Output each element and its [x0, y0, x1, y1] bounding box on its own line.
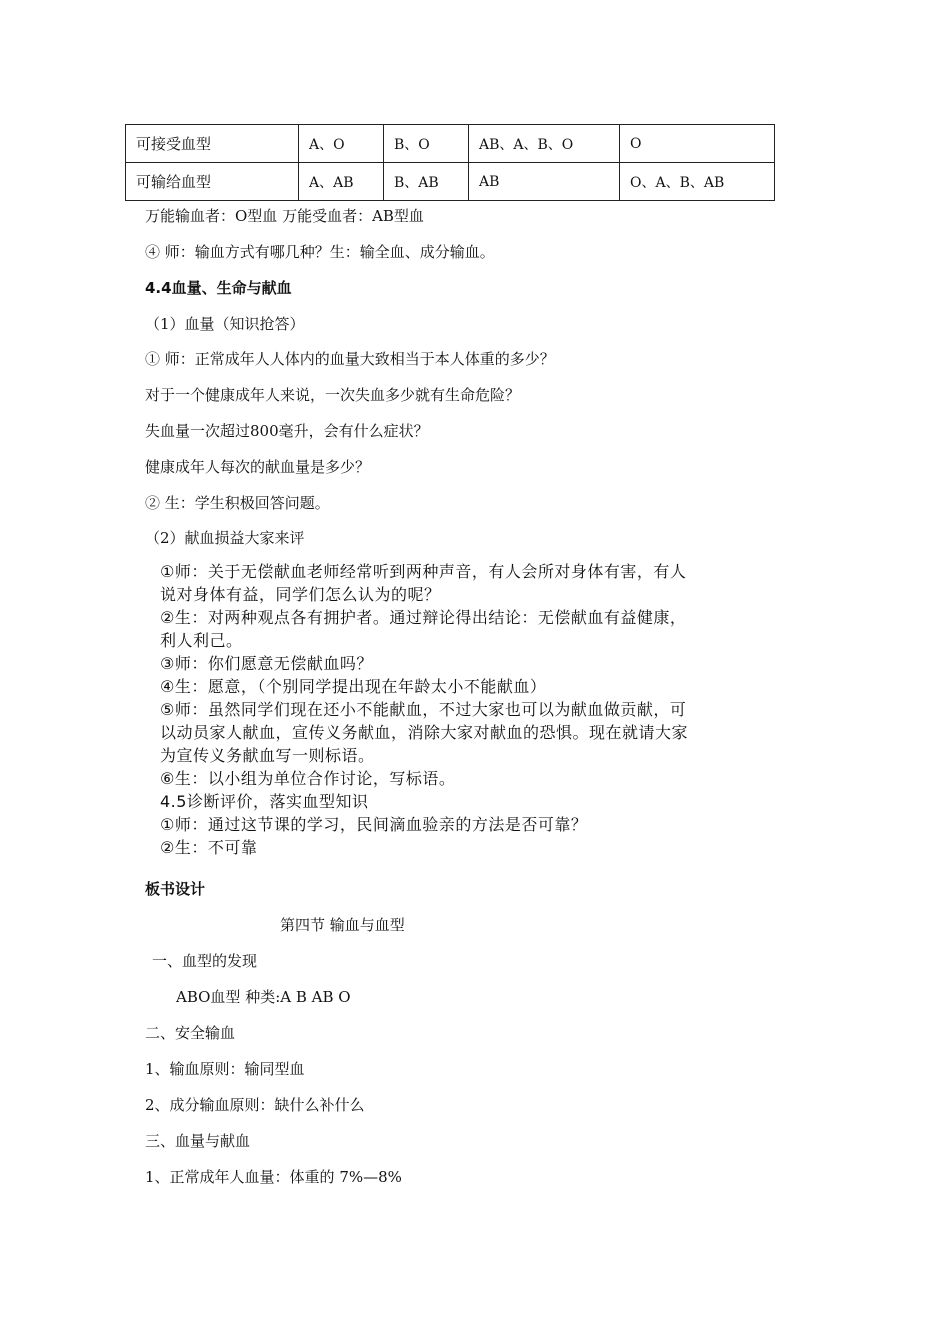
- section-heading: 4.4血量、生命与献血: [145, 279, 292, 297]
- dialogue-line: 为宣传义务献血写一则标语。: [160, 746, 375, 765]
- table-cell: B、O: [384, 125, 469, 163]
- question-line: 健康成年人每次的献血量是多少？: [145, 458, 371, 476]
- question-line: 失血量一次超过800毫升，会有什么症状？: [145, 422, 429, 440]
- table-cell: 可输给血型: [126, 163, 299, 201]
- dialogue-line: ①师：通过这节课的学习，民间滴血验亲的方法是否可靠？: [160, 815, 588, 834]
- table-row: [126, 163, 775, 201]
- board-line: ABO血型 种类:A B AB O: [176, 988, 351, 1006]
- question-line: ① 师：正常成年人人体内的血量大致相当于本人体重的多少？: [145, 350, 555, 368]
- board-design-heading: 板书设计: [145, 880, 206, 898]
- question-line: 对于一个健康成年人来说，一次失血多少就有生命危险？: [145, 386, 521, 404]
- dialogue-line: ②生：对两种观点各有拥护者。通过辩论得出结论：无偿献血有益健康，: [160, 608, 687, 627]
- dialogue-line: 说对身体有益，同学们怎么认为的呢？: [160, 585, 441, 604]
- board-line: 一、血型的发现: [152, 952, 258, 970]
- question-line: ④ 师：输血方式有哪几种？生：输全血、成分输血。: [145, 243, 495, 261]
- subsection-heading: （1）血量（知识抢答）: [145, 315, 305, 333]
- dialogue-line: ③师：你们愿意无偿献血吗？: [160, 654, 373, 673]
- universal-donor-line: 万能输血者：O型血 万能受血者：AB型血: [145, 207, 424, 225]
- board-line: 三、血量与献血: [145, 1132, 251, 1150]
- dialogue-line: 以动员家人献血，宣传义务献血，消除大家对献血的恐惧。现在就请大家: [160, 723, 689, 742]
- dialogue-line: ②生：不可靠: [160, 838, 258, 857]
- table-cell: 可接受血型: [126, 125, 299, 163]
- table-cell: B、AB: [384, 163, 469, 201]
- board-title: 第四节 输血与血型: [280, 916, 405, 934]
- dialogue-line: ⑤师：虽然同学们现在还小不能献血，不过大家也可以为献血做贡献，可: [160, 700, 687, 719]
- blood-type-table: [125, 124, 775, 201]
- board-line: 1、输血原则：输同型血: [145, 1060, 305, 1078]
- table-row: [126, 125, 775, 163]
- table-cell: AB: [469, 163, 620, 201]
- dialogue-line: 利人利己。: [160, 631, 243, 650]
- board-line: 1、正常成年人血量：体重的 7%—8%: [145, 1168, 402, 1186]
- subsection-heading: （2）献血损益大家来评: [145, 529, 305, 547]
- table-cell: AB、A、B、O: [469, 125, 620, 163]
- dialogue-line: ①师：关于无偿献血老师经常听到两种声音，有人会所对身体有害，有人: [160, 562, 687, 581]
- dialogue-block: [160, 560, 770, 859]
- board-line: 二、安全输血: [145, 1024, 236, 1042]
- table-cell: O: [620, 125, 775, 163]
- dialogue-line: ④生：愿意，（个别同学提出现在年龄太小不能献血）: [160, 677, 547, 696]
- dialogue-line: 4.5诊断评价，落实血型知识: [160, 792, 369, 811]
- table-cell: O、A、B、AB: [620, 163, 775, 201]
- table-cell: A、O: [299, 125, 384, 163]
- answer-line: ② 生：学生积极回答问题。: [145, 494, 330, 512]
- table-cell: A、AB: [299, 163, 384, 201]
- board-line: 2、成分输血原则：缺什么补什么: [145, 1096, 365, 1114]
- dialogue-line: ⑥生：以小组为单位合作讨论，写标语。: [160, 769, 456, 788]
